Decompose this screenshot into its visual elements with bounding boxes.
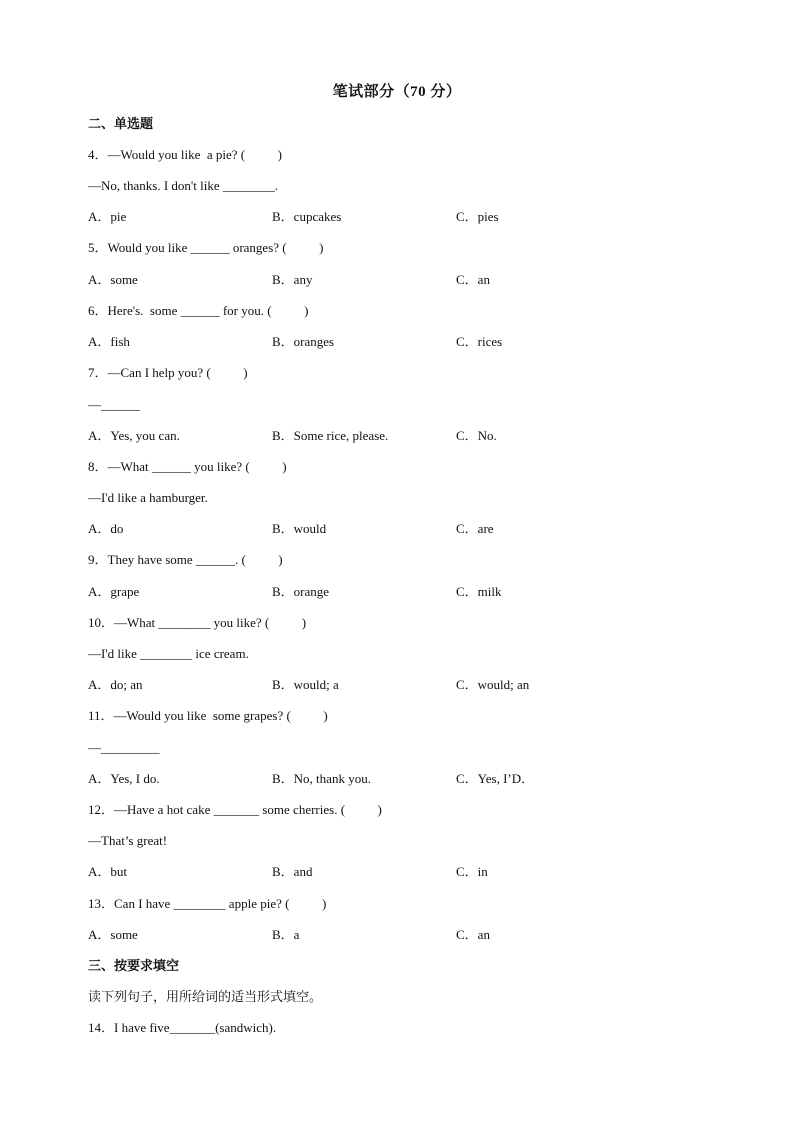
question-7-option-b: B．Some rice, please. <box>272 428 389 443</box>
question-6-stem: 6．Here's. some ______ for you. ( ) <box>88 303 309 318</box>
question-10-stem: 10．—What ________ you like? ( ) <box>88 615 307 630</box>
question-4-option-b: B．cupcakes <box>272 209 342 224</box>
fill-in-instruction: 读下列句子，用所给词的适当形式填空。 <box>88 989 323 1004</box>
question-11-option-a: A．Yes, I do. <box>88 771 160 786</box>
question-6-option-c: C．rices <box>456 334 503 349</box>
question-6-option-b: B．oranges <box>272 334 335 349</box>
question-14-stem: 14．I have five_______(sandwich). <box>88 1020 277 1035</box>
question-13-stem: 13．Can I have ________ apple pie? ( ) <box>88 896 327 911</box>
question-8-reply: —I'd like a hamburger. <box>88 490 208 505</box>
question-9-stem: 9．They have some ______. ( ) <box>88 552 283 567</box>
question-7-stem: 7．—Can I help you? ( ) <box>88 365 248 380</box>
question-12-reply: —That’s great! <box>88 833 168 848</box>
question-8-option-c: C．are <box>456 521 494 536</box>
question-13-option-b: B．a <box>272 927 300 942</box>
question-10-option-a: A．do; an <box>88 677 143 692</box>
question-6-option-a: A．fish <box>88 334 130 349</box>
section-heading-single-choice: 二、单选题 <box>88 116 154 131</box>
question-10-reply: —I'd like ________ ice cream. <box>88 646 249 661</box>
question-10-option-b: B．would; a <box>272 677 339 692</box>
question-4-option-a: A．pie <box>88 209 127 224</box>
section-heading-fill-in: 三、按要求填空 <box>88 958 180 973</box>
question-11-option-c: C．Yes, I’D． <box>456 771 535 786</box>
question-13-option-a: A．some <box>88 927 138 942</box>
question-8-option-a: A．do <box>88 521 124 536</box>
question-7-option-a: A．Yes, you can. <box>88 428 180 443</box>
question-5-option-c: C．an <box>456 272 490 287</box>
question-9-option-c: C．milk <box>456 584 502 599</box>
question-12-option-b: B．and <box>272 864 313 879</box>
question-8-stem: 8．—What ______ you like? ( ) <box>88 459 287 474</box>
page-title: 笔试部分（70 分） <box>332 84 462 100</box>
question-11-reply: —_________ <box>88 740 160 755</box>
question-5-option-b: B．any <box>272 272 313 287</box>
question-8-option-b: B．would <box>272 521 327 536</box>
question-11-option-b: B．No, thank you. <box>272 771 371 786</box>
question-12-stem: 12．—Have a hot cake _______ some cherries. ( ) <box>88 802 382 817</box>
question-4-option-c: C．pies <box>456 209 499 224</box>
question-9-option-a: A．grape <box>88 584 140 599</box>
question-5-stem: 5．Would you like ______ oranges? ( ) <box>88 240 324 255</box>
question-10-option-c: C．would; an <box>456 677 530 692</box>
question-4-stem: 4．—Would you like a pie? ( ) <box>88 147 282 162</box>
question-13-option-c: C．an <box>456 927 490 942</box>
question-11-stem: 11．—Would you like some grapes? ( ) <box>88 708 328 723</box>
question-9-option-b: B．orange <box>272 584 330 599</box>
question-5-option-a: A．some <box>88 272 138 287</box>
question-4-reply: —No, thanks. I don't like ________. <box>88 178 279 193</box>
question-7-option-c: C．No. <box>456 428 497 443</box>
question-7-reply: —______ <box>88 397 140 412</box>
question-12-option-a: A．but <box>88 864 128 879</box>
question-12-option-c: C．in <box>456 864 488 879</box>
